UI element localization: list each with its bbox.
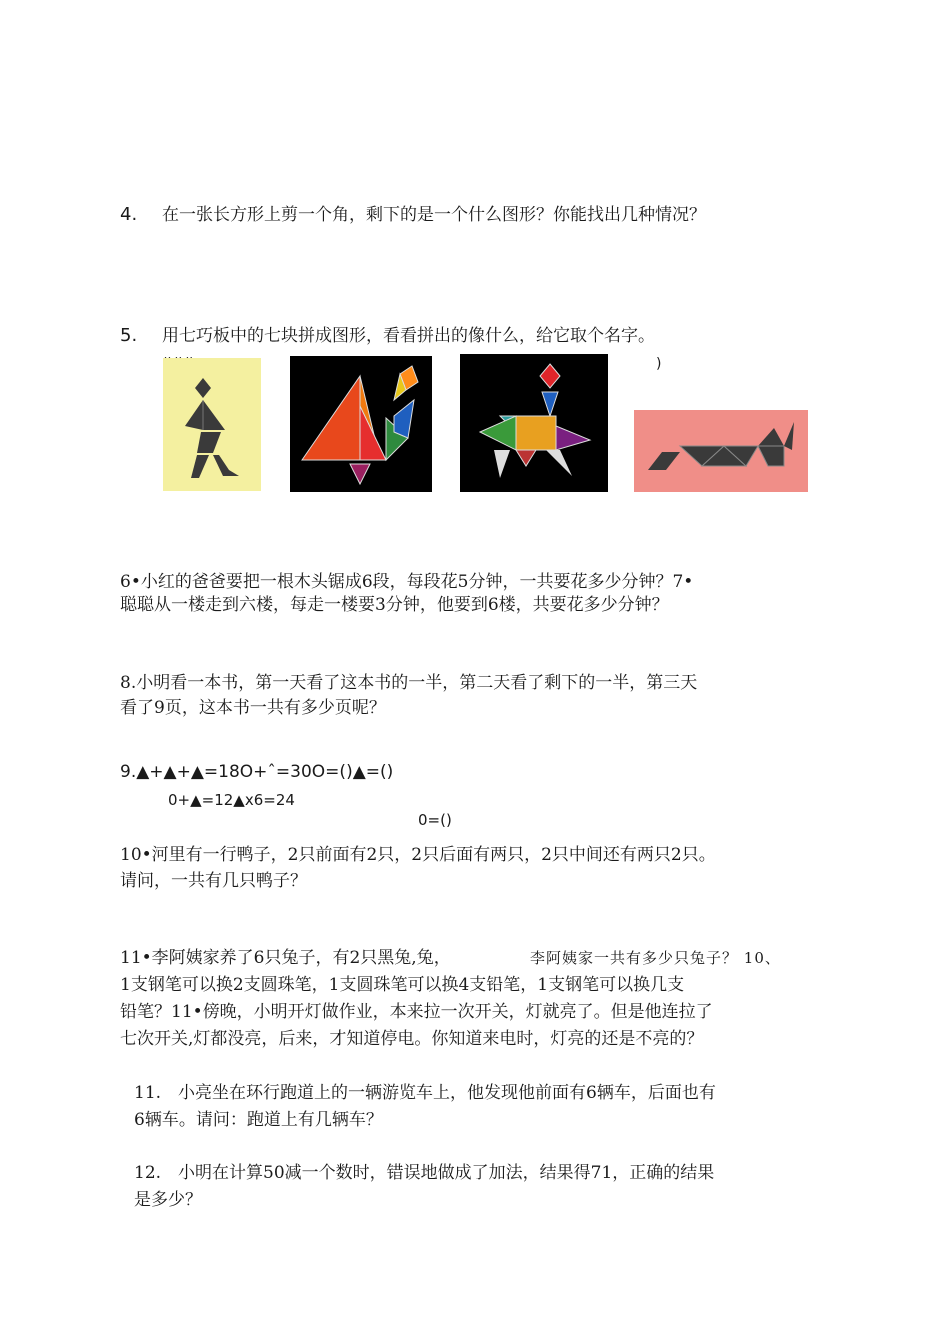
q4-text: 在一张长方形上剪一个角，剩下的是一个什么图形？你能找出几种情况？ bbox=[162, 205, 706, 225]
q10-line1: 10•河里有一行鸭子，2只前面有2只，2只后面有两只，2只中间还有两只2只。 bbox=[120, 845, 716, 865]
q11a-line3: 铅笔？11•傍晚，小明开灯做作业，本来拉一次开关，灯就亮了。但是他连拉了 bbox=[120, 1002, 713, 1022]
q10-line2: 请问，一共有几只鸭子？ bbox=[120, 871, 307, 891]
q11b-line1: 小亮坐在环行跑道上的一辆游览车上，他发现他前面有6辆车，后面也有 bbox=[178, 1083, 716, 1103]
q11a-line1-part2: 李阿姨家一共有多少只兔子？ 10、 bbox=[530, 949, 781, 967]
q12-line1: 小明在计算50减一个数时，错误地做成了加法，结果得71，正确的结果 bbox=[178, 1163, 715, 1183]
tangram-person-image bbox=[163, 358, 261, 491]
tangram-rider-image bbox=[460, 354, 608, 492]
q7-line2: 聪聪从一楼走到六楼，每走一楼要3分钟，他要到6楼，共要花多少分钟？ bbox=[120, 595, 669, 615]
tangram-rooster-image bbox=[290, 356, 432, 492]
q8-line2: 看了9页，这本书一共有多少页呢？ bbox=[120, 698, 386, 718]
q8-line1: 8.小明看一本书，第一天看了这本书的一半，第二天看了剩下的一半，第三天 bbox=[120, 673, 698, 693]
q11a-line4: 七次开关,灯都没亮，后来，才知道停电。你知道来电时，灯亮的还是不亮的？ bbox=[120, 1029, 704, 1049]
q11a-line2: 1支钢笔可以换2支圆珠笔，1支圆珠笔可以换4支铅笔，1支钢笔可以换几支 bbox=[120, 975, 685, 995]
q5-number: 5. bbox=[120, 325, 138, 346]
q5-blank-b: ) bbox=[656, 356, 662, 372]
q4-number: 4. bbox=[120, 204, 138, 225]
q11b-number: 11. bbox=[134, 1083, 162, 1103]
q12-line2: 是多少？ bbox=[134, 1190, 202, 1210]
q9-line1: 9.▲+▲+▲=18O+ˆ=30O=()▲=() bbox=[120, 762, 394, 782]
q5-text: 用七巧板中的七块拼成图形，看看拼出的像什么，给它取个名字。 bbox=[162, 326, 655, 346]
q9-line2: 0+▲=12▲x6=24 bbox=[168, 791, 295, 809]
q11a-line1-part1: 11•李阿姨家养了6只兔子，有2只黑兔,兔， bbox=[120, 948, 451, 968]
q12-number: 12. bbox=[134, 1163, 162, 1183]
q9-line3: 0=() bbox=[418, 811, 452, 829]
q6-line1: 6•小红的爸爸要把一根木头锯成6段，每段花5分钟，一共要花多少分钟？7• bbox=[120, 572, 694, 592]
q11b-line2: 6辆车。请问：跑道上有几辆车？ bbox=[134, 1110, 383, 1130]
tangram-animal-image bbox=[634, 410, 808, 492]
